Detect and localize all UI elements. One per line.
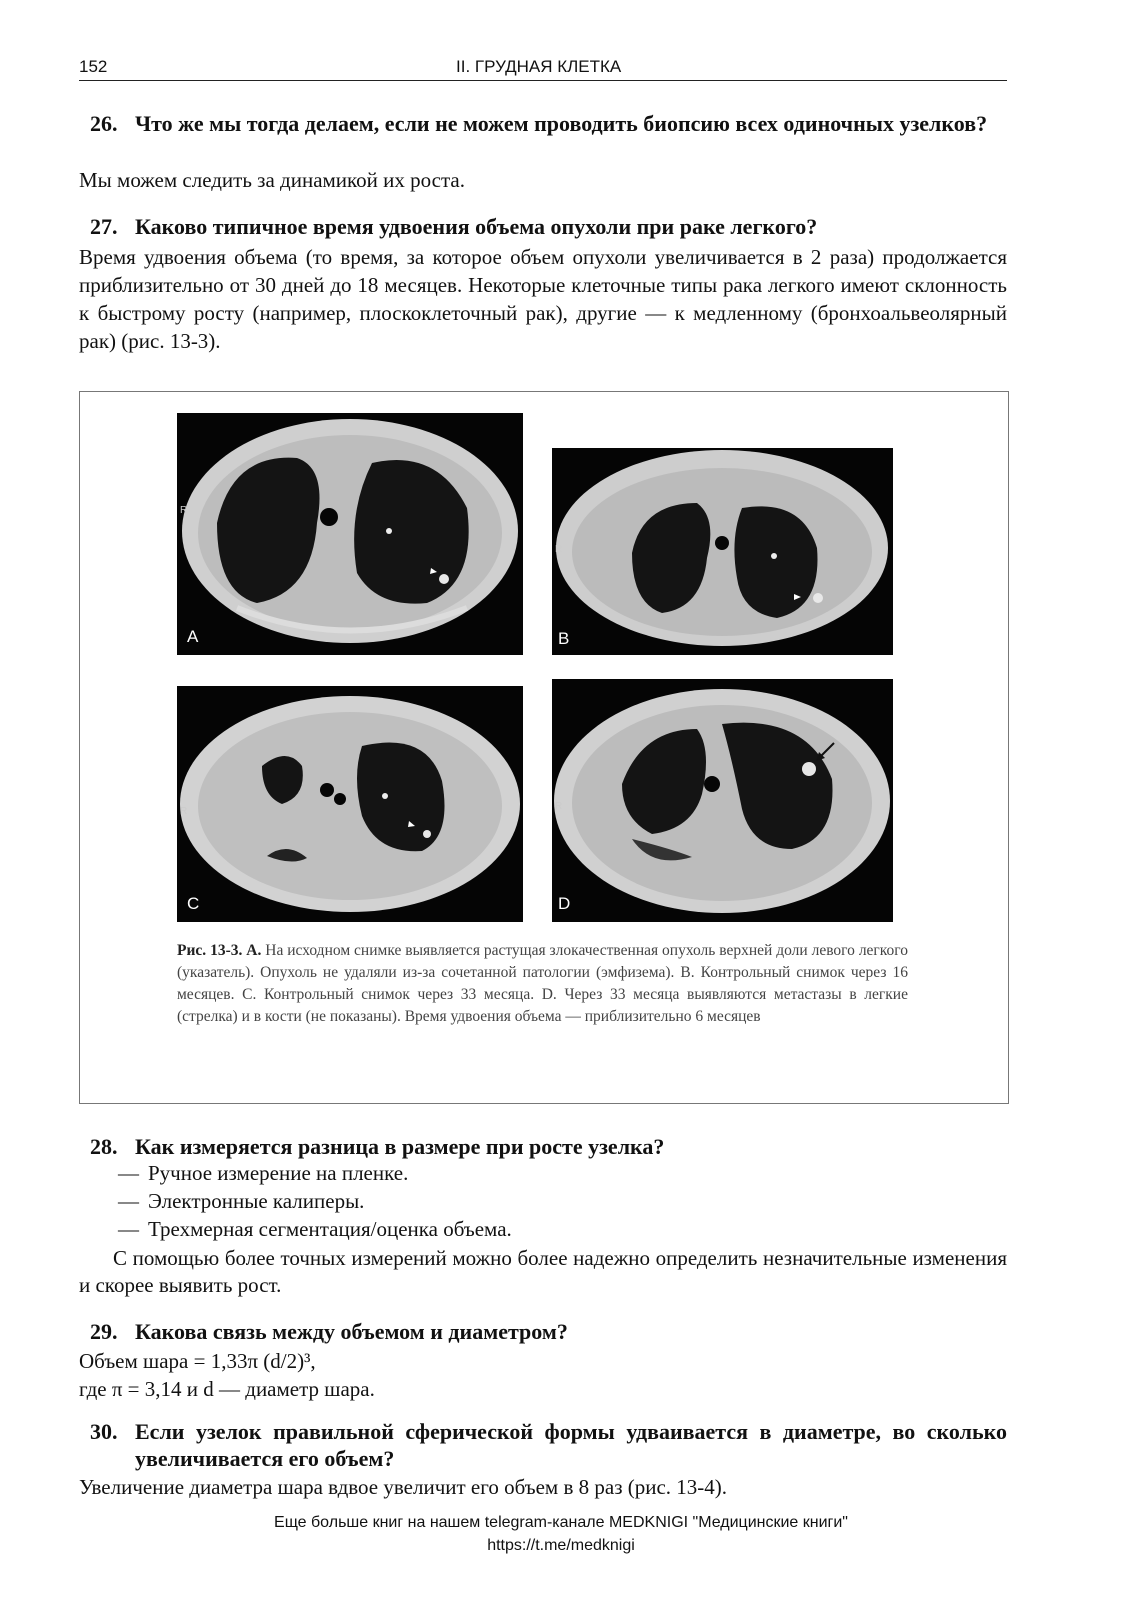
- ct-panel-c: [177, 686, 523, 922]
- side-marker: R: [180, 806, 188, 817]
- ct-scan-image: [177, 413, 523, 655]
- caption-text: На исходном снимке выявляется растущая злокачественная опухоль верхней доли левого легкого (указатель). Опухоль не удаляли из-за сочетанной патологии (эмфизема). B. Контрольный снимок через 16 месяцев. C. Контрольный снимок через 33 месяца. D. Через 33 месяца выявляются метастазы в легкие (стрелка) и в кости (не показаны). Время удвоения объема — приблизительно 6 месяцев: [177, 942, 909, 1025]
- list-dash: —: [118, 1189, 139, 1213]
- panel-letter: A: [187, 627, 199, 646]
- page-number: 152: [79, 57, 108, 76]
- header-rule: [79, 80, 1007, 81]
- ct-scan-image: [552, 448, 893, 655]
- figure-caption: [177, 940, 908, 1028]
- question-27: [90, 213, 1007, 241]
- list-item: [0, 1160, 1000, 1188]
- question-text: Если узелок правильной сферической формы удваивается в диаметре, во сколько увеличивается его объем?: [135, 1419, 1007, 1471]
- answer-30: Увеличение диаметра шара вдвое увеличит его объем в 8 раз (рис. 13-4).: [79, 1475, 728, 1499]
- side-marker: R: [555, 801, 563, 812]
- question-29: [90, 1318, 1007, 1346]
- list-item-text: Электронные калиперы.: [148, 1189, 365, 1213]
- question-number: 27.: [90, 214, 118, 239]
- answer-26: Мы можем следить за динамикой их роста.: [79, 168, 465, 192]
- measurement-list: [0, 1160, 1000, 1244]
- panel-letter: C: [187, 894, 200, 913]
- ct-panel-b: [552, 448, 893, 655]
- question-number: 30.: [90, 1419, 118, 1444]
- question-number: 29.: [90, 1319, 118, 1344]
- question-30: [90, 1418, 1007, 1474]
- question-28: [90, 1133, 1007, 1161]
- caption-label: Рис. 13-3. A.: [177, 942, 262, 959]
- list-dash: —: [118, 1161, 139, 1185]
- question-text: Как измеряется разница в размере при росте узелка?: [135, 1134, 665, 1159]
- side-marker: R: [555, 544, 563, 555]
- list-dash: —: [118, 1217, 139, 1241]
- panel-letter: B: [558, 629, 570, 648]
- running-header: II. ГРУДНАЯ КЛЕТКА: [456, 57, 622, 76]
- formula-line: Объем шара = 1,33π (d/2)³,: [79, 1349, 316, 1373]
- question-text: Что же мы тогда делаем, если не можем проводить биопсию всех одиночных узелков?: [135, 111, 988, 136]
- answer-27: Время удвоения объема (то время, за которое объем опухоли увеличивается в 2 раза) продолжается приблизительно от 30 дней до 18 месяцев. Некоторые клеточные типы рака легкого имеют склонность к быстрому росту (например, плоскоклеточный рак), другие — к медленному (бронхоальвеолярный рак) (рис. 13-3).: [79, 245, 1007, 353]
- question-text: Каково типичное время удвоения объема опухоли при раке легкого?: [135, 214, 818, 239]
- list-item-text: Ручное измерение на пленке.: [148, 1161, 409, 1185]
- list-item: [0, 1216, 1000, 1244]
- question-number: 26.: [90, 111, 118, 136]
- figure-13-3: [79, 391, 1009, 1104]
- ct-panel-d: [552, 679, 893, 922]
- formula-note: где π = 3,14 и d — диаметр шара.: [79, 1377, 375, 1401]
- question-text: Какова связь между объемом и диаметром?: [135, 1319, 568, 1344]
- list-item: [0, 1188, 1000, 1216]
- list-item-text: Трехмерная сегментация/оценка объема.: [148, 1217, 512, 1241]
- ct-scan-image: [552, 679, 893, 922]
- panel-letter: D: [558, 894, 571, 913]
- footer-promo: Еще больше книг на нашем telegram-канале MEDKNIGI "Медицинские книги": [274, 1514, 848, 1531]
- question-number: 28.: [90, 1134, 118, 1159]
- answer-28: С помощью более точных измерений можно более надежно определить незначительные изменения и скорее выявить рост.: [79, 1246, 1007, 1297]
- footer-link[interactable]: https://t.me/medknigi: [487, 1537, 635, 1554]
- ct-panel-a: [177, 413, 523, 655]
- side-marker: R: [180, 505, 188, 516]
- ct-scan-image: [177, 686, 523, 922]
- question-26: [90, 110, 1007, 166]
